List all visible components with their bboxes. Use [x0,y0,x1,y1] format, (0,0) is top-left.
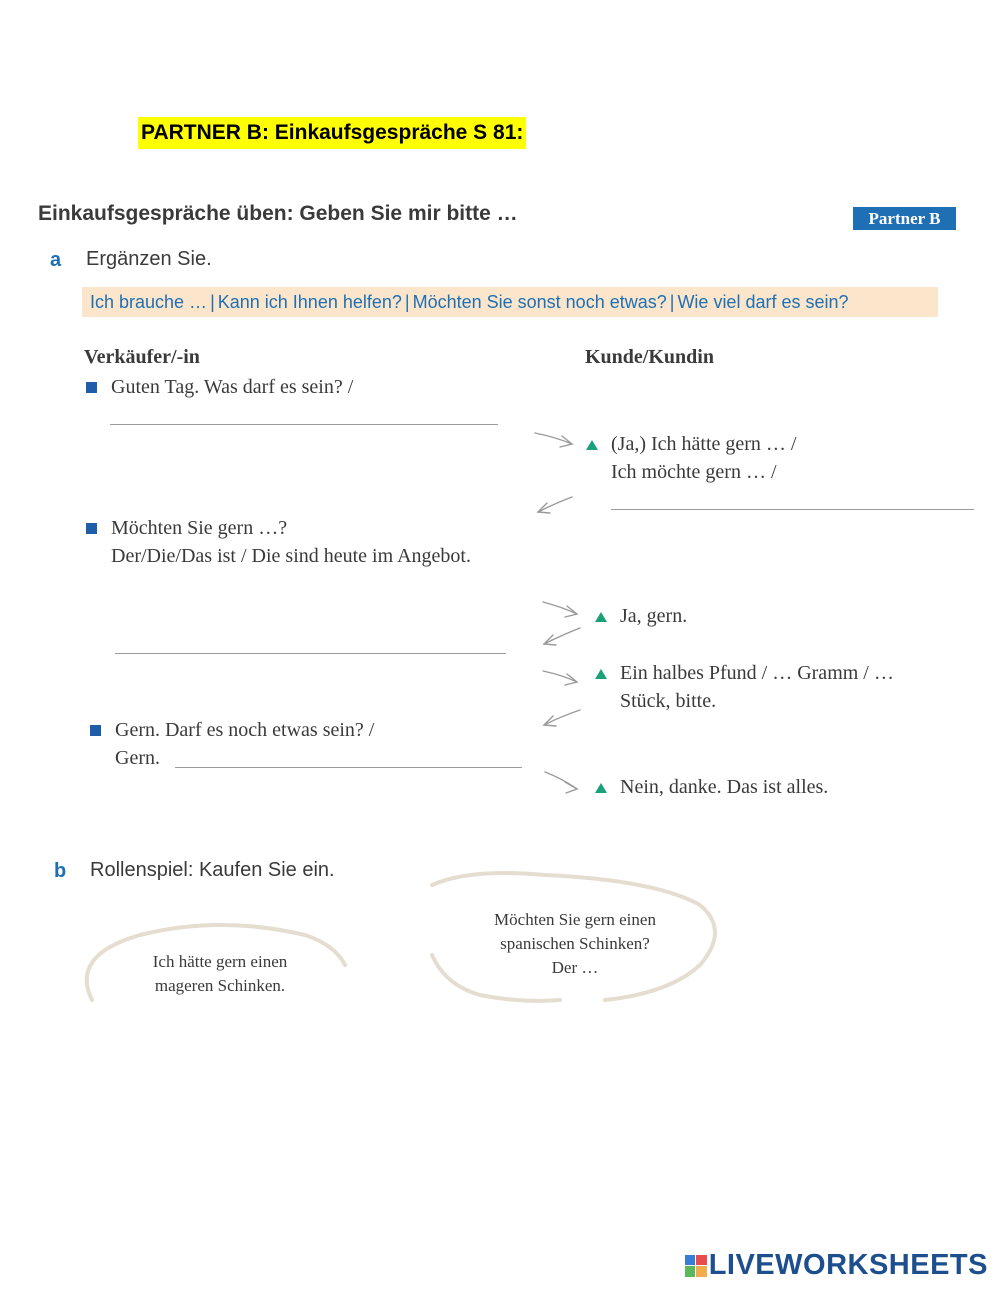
task-b-instruction: Rollenspiel: Kaufen Sie ein. [90,859,335,881]
bubble-right-line: spanischen Schinken? [500,934,650,953]
logo-grid-icon [685,1255,707,1277]
speech-bubble-right-text [455,908,695,980]
word-box-item: Ich brauche … [90,291,208,312]
bubble-left-line: mageren Schinken. [154,976,286,995]
customer-line-3a: Ein halbes Pfund / … Gramm / … [620,662,894,684]
word-box-separator: | [210,291,215,312]
section-title: Einkaufsgespräche üben: Geben Sie mir bitte … [38,202,518,225]
customer-line-3b: Stück, bitte. [620,690,717,712]
word-box-item: Möchten Sie sonst noch etwas? [412,291,667,312]
customer-heading: Kunde/Kundin [585,346,714,368]
bubble-left-line: Ich hätte gern einen [152,952,288,971]
bubble-right-line: Möchten Sie gern einen [494,910,656,929]
word-box-separator: | [669,291,675,312]
partner-badge: Partner B [853,207,956,230]
word-box-item: Kann ich Ihnen helfen? [217,291,402,312]
customer-line-1a: (Ja,) Ich hätte gern … / [611,433,797,455]
task-a-instruction: Ergänzen Sie. [86,248,212,270]
speech-bubble-left-text [105,950,335,998]
word-box-separator: | [404,291,410,312]
liveworksheets-logo [685,1249,988,1282]
word-box-item: Wie viel darf es sein? [677,291,849,312]
seller-line-3b: Gern. [115,747,160,769]
seller-line-3a: Gern. Darf es noch etwas sein? / [115,719,375,741]
logo-text: LIVEWORKSHEETS [708,1249,988,1281]
task-b-letter: b [54,860,67,882]
seller-line-1: Guten Tag. Was darf es sein? / [111,376,354,398]
customer-line-1b: Ich möchte gern … / [611,461,777,483]
seller-heading: Verkäufer/-in [84,346,200,368]
task-a-letter: a [50,249,62,271]
worksheet-title: PARTNER B: Einkaufsgespräche S 81: [138,117,526,149]
seller-line-2a: Möchten Sie gern …? [111,517,288,539]
customer-line-4: Nein, danke. Das ist alles. [620,776,829,798]
customer-line-2: Ja, gern. [620,605,688,627]
bubble-right-line: Der … [551,958,599,977]
seller-line-2b: Der/Die/Das ist / Die sind heute im Angebot. [111,545,471,567]
